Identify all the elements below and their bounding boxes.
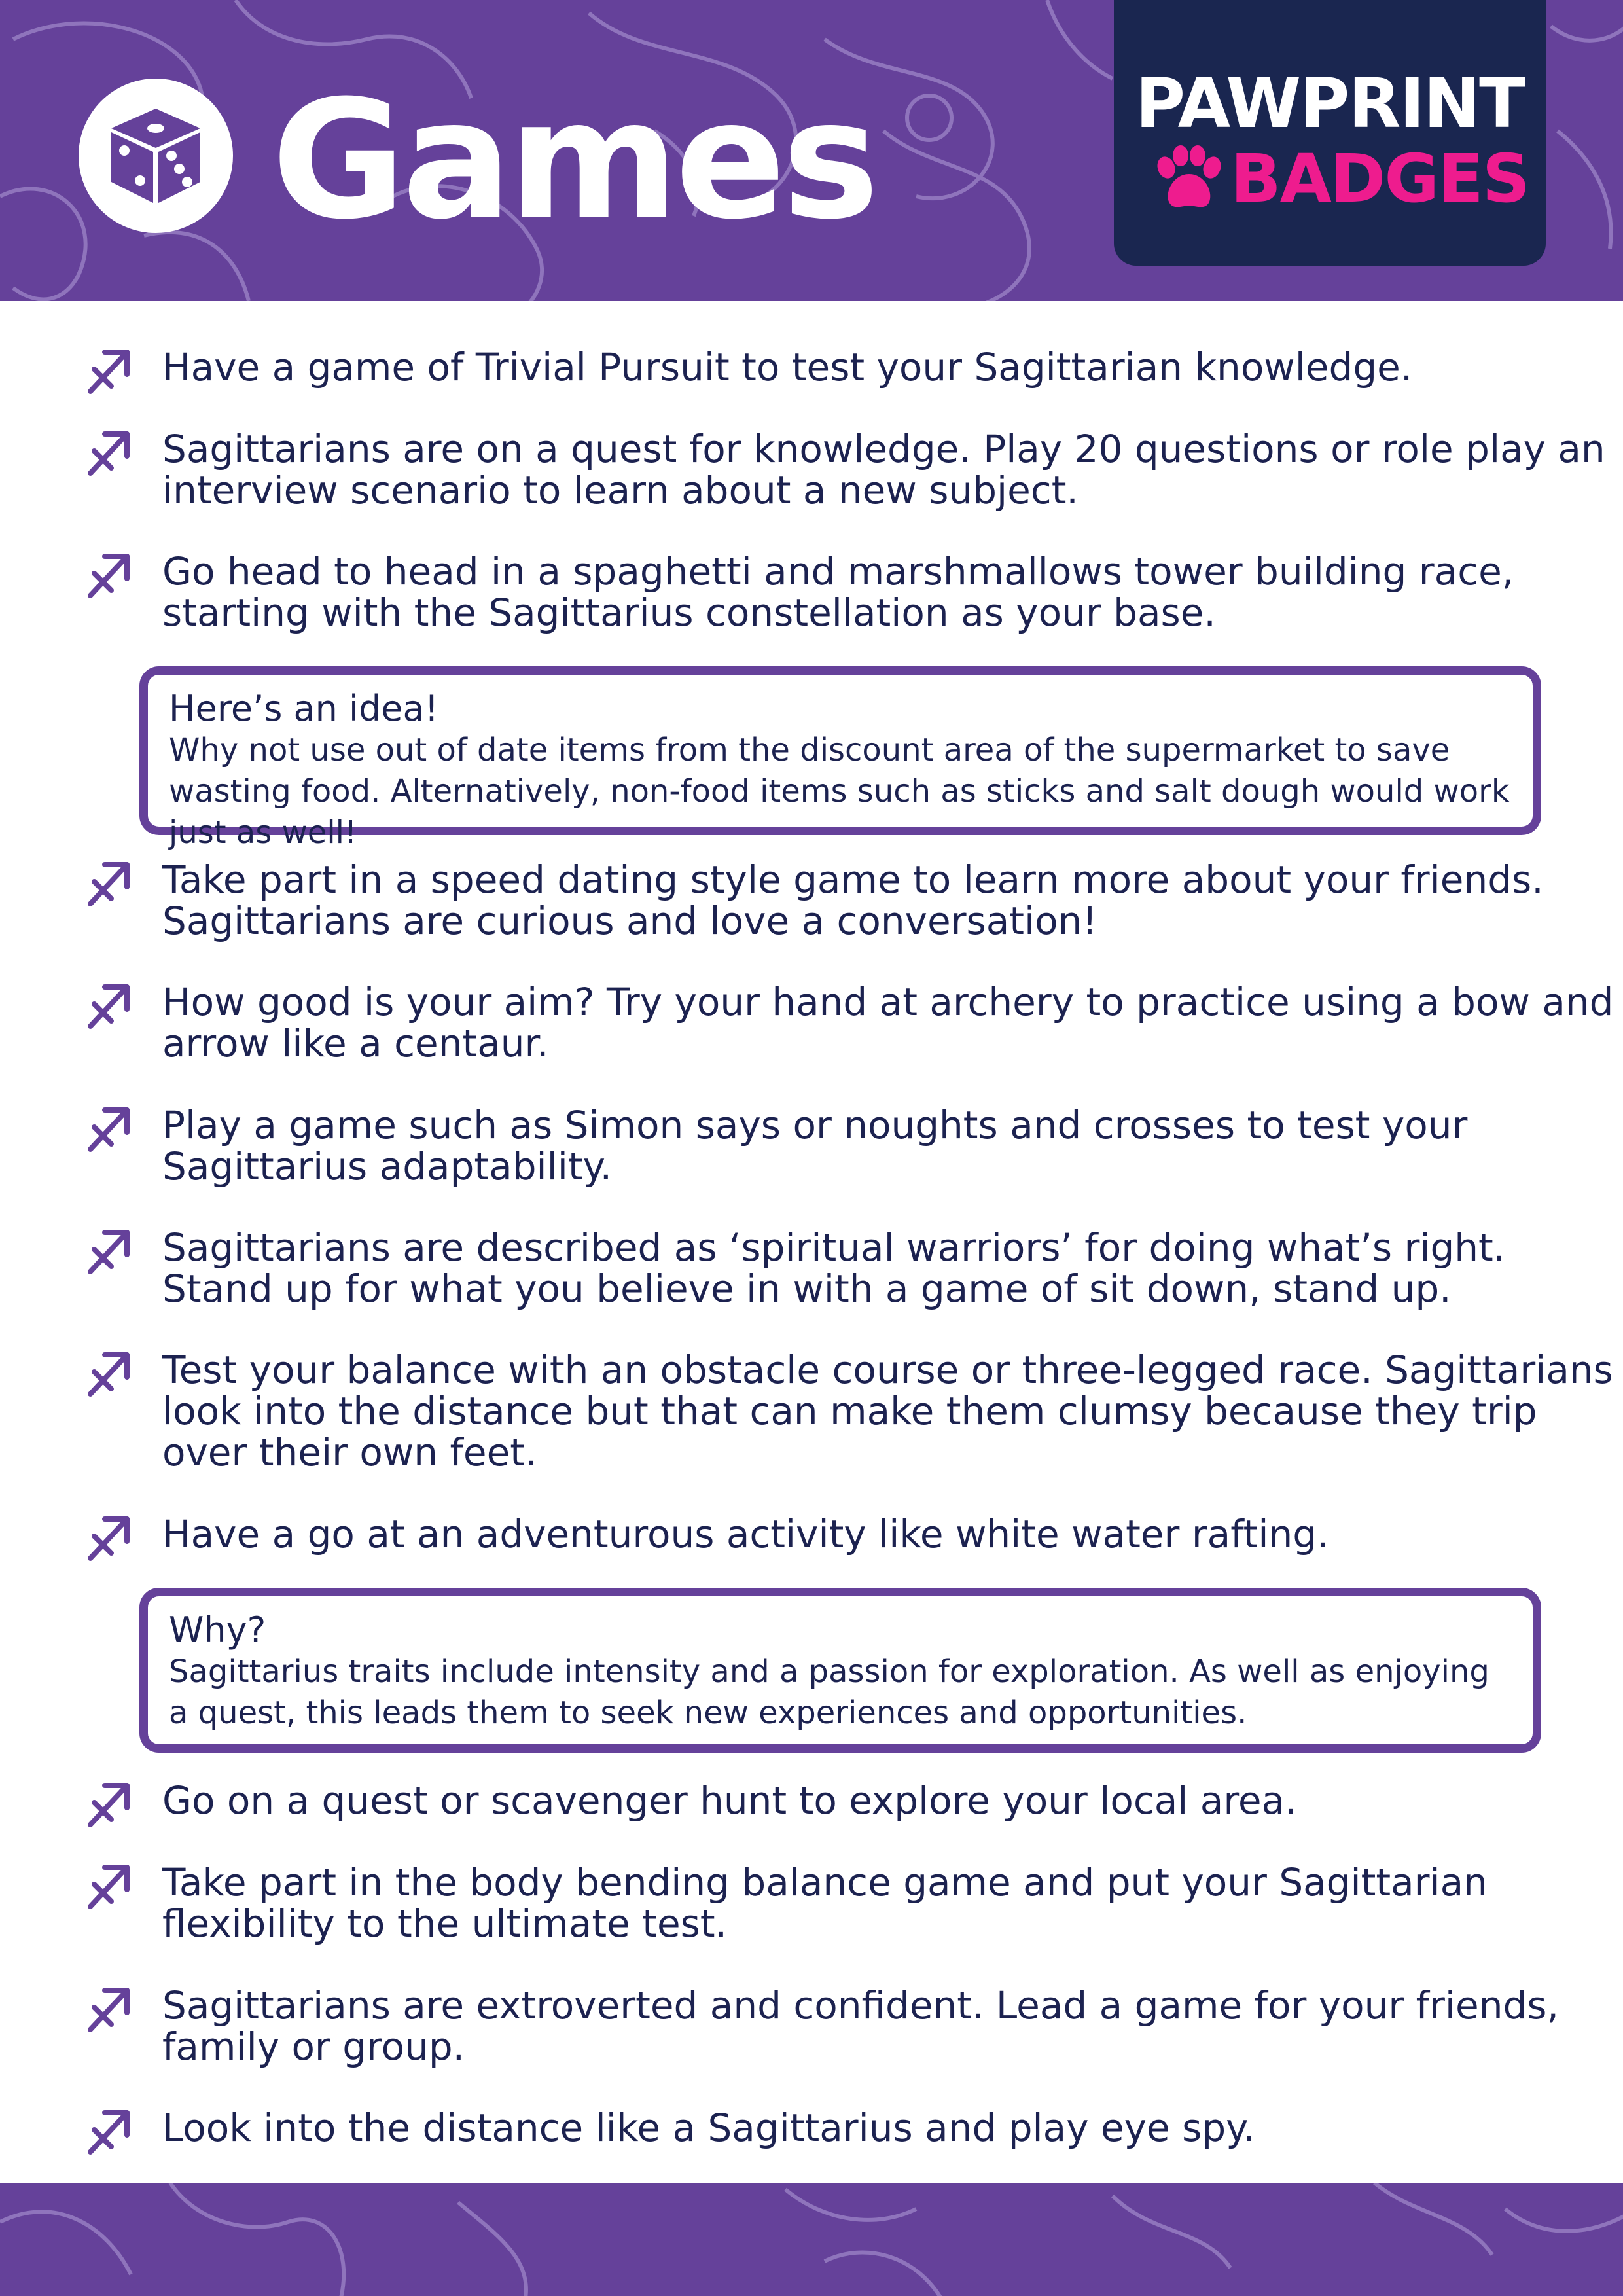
sagittarius-symbol-icon xyxy=(85,551,132,598)
sagittarius-symbol-icon xyxy=(85,1350,132,1397)
logo-line-1: PAWPRINT xyxy=(1135,63,1525,143)
sagittarius-symbol-icon xyxy=(85,982,132,1029)
sagittarius-symbol-icon xyxy=(85,1985,132,2032)
decorative-line-art xyxy=(0,2183,1623,2296)
why-callout-box xyxy=(139,1588,1541,1753)
paw-icon xyxy=(1153,145,1221,211)
sagittarius-symbol-icon xyxy=(85,347,132,394)
sagittarius-symbol-icon xyxy=(85,1780,132,1827)
sagittarius-symbol-icon xyxy=(85,1227,132,1274)
sagittarius-symbol-icon xyxy=(85,1514,132,1561)
sagittarius-symbol-icon xyxy=(85,1862,132,1909)
callout-text: Sagittarius traits include intensity and a passion for exploration. As well as enjoying a quest, this leads them to seek new experiences and opportunities. xyxy=(169,1653,1489,1731)
dice-badge xyxy=(79,79,233,233)
callout-title: Why? xyxy=(169,1609,266,1651)
sagittarius-symbol-icon xyxy=(85,1105,132,1152)
footer-banner xyxy=(0,2183,1623,2296)
sagittarius-symbol-icon xyxy=(85,429,132,476)
sagittarius-symbol-icon xyxy=(85,859,132,906)
sagittarius-symbol-icon xyxy=(85,2108,132,2155)
page-title: Games xyxy=(272,65,876,255)
callout-text: Why not use out of date items from the discount area of the supermarket to save wasting food. Alternatively, non-food items such as sticks and salt dough would work just as well! xyxy=(169,732,1510,851)
logo-line-2: BADGES xyxy=(1153,140,1533,219)
header-banner xyxy=(0,0,1623,301)
callout-title: Here’s an idea! xyxy=(169,688,439,729)
pawprint-badges-logo xyxy=(1114,0,1546,266)
idea-callout-box xyxy=(139,666,1541,851)
dice-icon xyxy=(103,103,208,208)
